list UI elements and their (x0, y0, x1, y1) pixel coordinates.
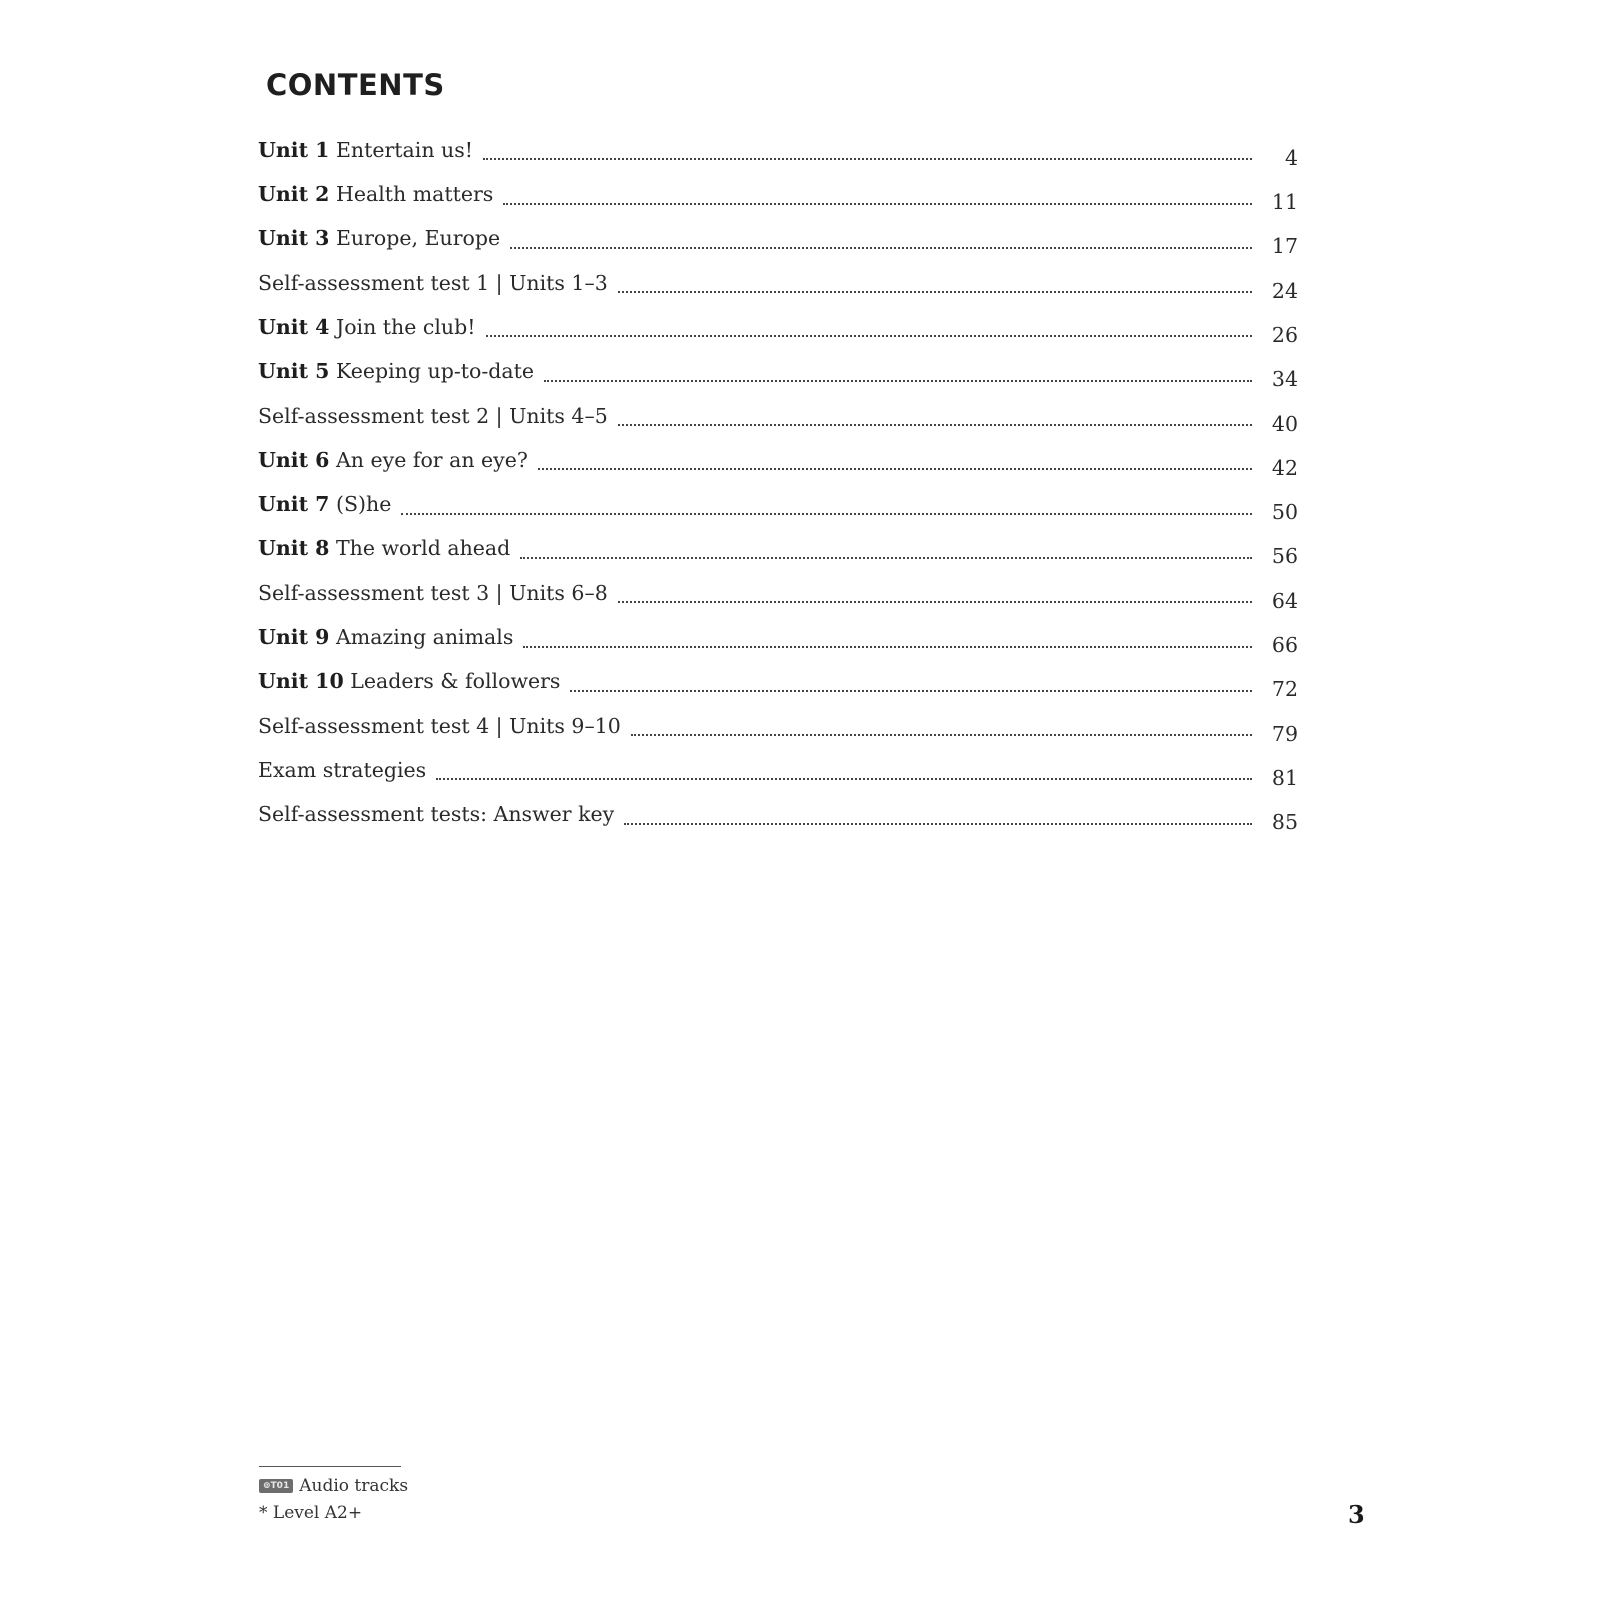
toc-unit-label: Unit 6 (258, 447, 330, 472)
toc-unit-label: Unit 2 (258, 182, 330, 207)
toc-entry (258, 476, 1298, 525)
toc-page-number: 79 (1271, 721, 1298, 746)
dot-leader (570, 689, 1252, 692)
toc-entry-title (258, 713, 631, 743)
toc-page-number: 34 (1271, 367, 1298, 392)
dot-leader (523, 645, 1252, 648)
toc-entry (258, 432, 1298, 480)
toc-page-number: 11 (1271, 190, 1298, 215)
toc-title-text: The world ahead (329, 536, 511, 561)
toc-entry-title (258, 228, 510, 255)
audio-track-icon: ⊚T01 (259, 1479, 293, 1493)
audio-tracks-label: Audio tracks (299, 1476, 409, 1496)
toc-unit-label: Unit 7 (258, 492, 330, 517)
toc-entry-title (258, 361, 544, 388)
toc-entry-title (258, 494, 401, 521)
footnote-audio (259, 1476, 408, 1496)
toc-entry (258, 742, 1298, 790)
toc-entry-title (258, 804, 624, 831)
toc-entry-title (258, 671, 570, 698)
dot-leader (483, 157, 1252, 160)
page-title: CONTENTS (266, 68, 445, 102)
level-note: * Level A2+ (259, 1503, 363, 1523)
toc-entry (258, 521, 1298, 569)
toc-page-number: 85 (1271, 810, 1298, 835)
toc-entry (258, 255, 1298, 303)
toc-page-number: 40 (1271, 411, 1298, 436)
toc-entry (258, 211, 1298, 259)
toc-title-text: Self-assessment test 3 | Units 6–8 (258, 580, 608, 605)
toc-entry (258, 388, 1298, 436)
toc-entry-title (258, 314, 486, 344)
toc-page-number: 26 (1271, 322, 1298, 347)
toc-entry (258, 343, 1298, 392)
toc-entry (258, 122, 1298, 170)
toc-title-text: Keeping up-to-date (329, 359, 534, 384)
toc-title-text: An eye for an eye? (329, 447, 528, 472)
toc-title-text: Join the club! (329, 314, 476, 339)
toc-entry-title (258, 403, 618, 433)
toc-page-number: 72 (1271, 677, 1298, 702)
toc-entry-title (258, 447, 538, 477)
toc-entry (258, 786, 1298, 835)
toc-entry-title (258, 137, 483, 167)
toc-entry (258, 299, 1298, 347)
toc-title-text: Self-assessment test 1 | Units 1–3 (258, 270, 608, 295)
toc-entry-title (258, 627, 523, 654)
toc-title-text: Exam strategies (258, 757, 427, 782)
toc-title-text: Health matters (329, 182, 494, 207)
toc-page-number: 50 (1271, 500, 1298, 525)
toc-title-text: Europe, Europe (329, 226, 501, 251)
toc-entry (258, 166, 1298, 215)
dot-leader (503, 202, 1252, 205)
toc-page-number: 66 (1271, 633, 1298, 658)
toc-unit-label: Unit 8 (258, 536, 330, 561)
footnote-level (259, 1503, 362, 1523)
toc-title-text: Amazing animals (329, 625, 514, 650)
dot-leader (624, 822, 1252, 825)
toc-unit-label: Unit 4 (258, 314, 330, 339)
table-of-contents (258, 122, 1298, 835)
dot-leader (520, 556, 1252, 559)
toc-page-number: 56 (1271, 544, 1298, 569)
dot-leader (538, 467, 1252, 470)
page-number: 3 (1348, 1500, 1365, 1529)
toc-entry-title (258, 580, 618, 610)
toc-entry (258, 654, 1298, 702)
toc-page-number: 64 (1271, 588, 1298, 613)
toc-entry (258, 698, 1298, 746)
dot-leader (401, 512, 1252, 515)
dot-leader (510, 246, 1252, 249)
dot-leader (618, 600, 1252, 603)
toc-entry (258, 609, 1298, 658)
toc-unit-label: Unit 9 (258, 625, 330, 650)
toc-unit-label: Unit 5 (258, 359, 330, 384)
dot-leader (618, 290, 1252, 293)
toc-page-number: 4 (1284, 145, 1298, 170)
dot-leader (544, 379, 1252, 382)
toc-page-number: 42 (1271, 455, 1298, 480)
dot-leader (631, 733, 1252, 736)
toc-page-number: 17 (1271, 234, 1298, 259)
toc-title-text: Entertain us! (329, 137, 474, 162)
dot-leader (436, 777, 1252, 780)
toc-page-number: 24 (1271, 278, 1298, 303)
toc-entry-title (258, 757, 436, 787)
toc-title-text: Leaders & followers (343, 669, 561, 694)
toc-unit-label: Unit 1 (258, 137, 330, 162)
toc-title-text: Self-assessment tests: Answer key (258, 802, 615, 827)
dot-leader (486, 334, 1253, 337)
footnote-divider (259, 1466, 401, 1467)
toc-entry-title (258, 184, 503, 211)
toc-unit-label: Unit 3 (258, 226, 330, 251)
dot-leader (618, 423, 1252, 426)
toc-title-text: Self-assessment test 4 | Units 9–10 (258, 713, 621, 738)
toc-entry (258, 565, 1298, 613)
toc-entry-title (258, 538, 520, 565)
toc-title-text: Self-assessment test 2 | Units 4–5 (258, 403, 608, 428)
toc-entry-title (258, 270, 618, 300)
toc-title-text: (S)he (329, 492, 392, 517)
toc-unit-label: Unit 10 (258, 669, 344, 694)
toc-page-number: 81 (1271, 765, 1298, 790)
